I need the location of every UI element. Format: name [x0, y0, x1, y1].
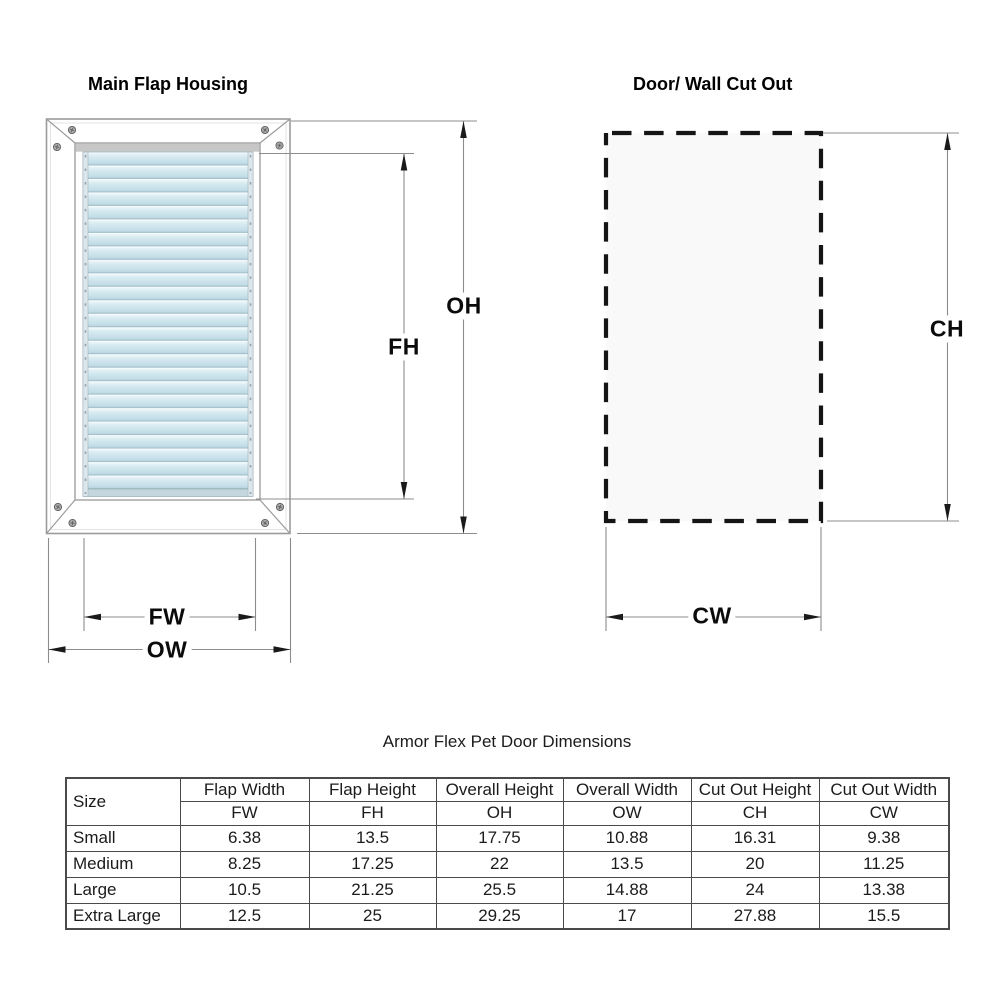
table-cell: 20 — [691, 851, 819, 877]
flap-width-column-header: Flap Width — [180, 778, 309, 801]
table-cell: 16.31 — [691, 825, 819, 851]
ow-label: OW — [143, 636, 192, 663]
flap-slats — [83, 152, 253, 489]
table-row-large — [66, 877, 949, 903]
cutout-height-column-header: Cut Out Height — [691, 778, 819, 801]
table-cell: 15.5 — [819, 903, 949, 929]
fh-label: FH — [384, 334, 424, 361]
table-row-small — [66, 825, 949, 851]
table-cell: 22 — [436, 851, 563, 877]
table-header-row — [66, 778, 949, 801]
table-cell: 11.25 — [819, 851, 949, 877]
flap-height-column-header: Flap Height — [309, 778, 436, 801]
oh-label: OH — [442, 293, 486, 320]
table-cell: 10.88 — [563, 825, 691, 851]
table-cell: 13.5 — [563, 851, 691, 877]
table-cell: 27.88 — [691, 903, 819, 929]
ow-abbr-header: OW — [563, 801, 691, 825]
table-cell: 21.25 — [309, 877, 436, 903]
row-label: Small — [66, 825, 180, 851]
fw-label: FW — [145, 604, 190, 631]
ch-abbr-header: CH — [691, 801, 819, 825]
flap-housing-drawing — [47, 119, 291, 534]
table-cell: 9.38 — [819, 825, 949, 851]
table-cell: 29.25 — [436, 903, 563, 929]
table-cell: 17.75 — [436, 825, 563, 851]
fw-abbr-header: FW — [180, 801, 309, 825]
table-cell: 8.25 — [180, 851, 309, 877]
table-cell: 14.88 — [563, 877, 691, 903]
table-cell: 12.5 — [180, 903, 309, 929]
table-cell: 25 — [309, 903, 436, 929]
ch-label: CH — [926, 316, 968, 343]
row-label: Extra Large — [66, 903, 180, 929]
table-cell: 17.25 — [309, 851, 436, 877]
fh-abbr-header: FH — [309, 801, 436, 825]
screw-icon — [68, 519, 76, 527]
cw-abbr-header: CW — [819, 801, 949, 825]
oh-abbr-header: OH — [436, 801, 563, 825]
size-column-header: Size — [66, 778, 180, 825]
table-title: Armor Flex Pet Door Dimensions — [382, 732, 632, 751]
overall-width-column-header: Overall Width — [563, 778, 691, 801]
cutout-dashed-rect — [606, 133, 821, 521]
dimensions-table — [65, 777, 950, 930]
table-cell: 25.5 — [436, 877, 563, 903]
table-cell: 6.38 — [180, 825, 309, 851]
cutout-width-column-header: Cut Out Width — [819, 778, 949, 801]
table-abbreviation-row — [66, 801, 949, 825]
left-diagram-title: Main Flap Housing — [88, 74, 248, 94]
table-cell: 13.5 — [309, 825, 436, 851]
table-cell: 17 — [563, 903, 691, 929]
row-label: Medium — [66, 851, 180, 877]
table-row-extra-large — [66, 903, 949, 929]
cutout-drawing — [606, 133, 821, 521]
table-cell: 13.38 — [819, 877, 949, 903]
cw-label: CW — [688, 603, 735, 630]
right-diagram-title: Door/ Wall Cut Out — [633, 74, 793, 94]
overall-height-column-header: Overall Height — [436, 778, 563, 801]
table-cell: 24 — [691, 877, 819, 903]
table-cell: 10.5 — [180, 877, 309, 903]
row-label: Large — [66, 877, 180, 903]
table-row-medium — [66, 851, 949, 877]
